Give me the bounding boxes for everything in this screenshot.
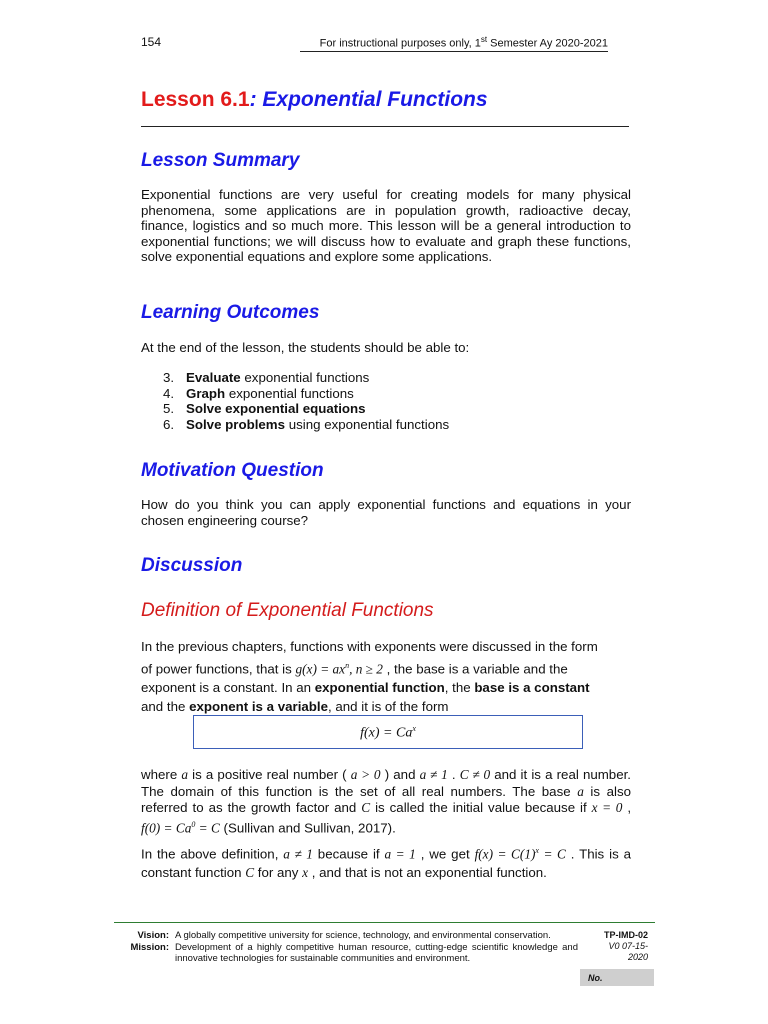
list-item: 4. Graph exponential functions: [163, 385, 354, 401]
vision-label: Vision:: [137, 930, 169, 941]
definition-explanation: where a is a positive real number ( a > 0 ) and a ≠ 1 . C ≠ 0 and it is a real number. The domain of this function is the set of all real numbers. The base a is also referred to as the growth factor and C is called the initial value because if x = 0 , $f(0) = Ca^0 = C$ (Sullivan and Sullivan, 2017).: [141, 767, 632, 835]
list-item: 5. Solve exponential equations: [163, 401, 366, 416]
title-divider: [141, 126, 629, 127]
list-item: 3. Evaluate exponential functions: [163, 370, 370, 385]
document-code: TP-IMD-02 V0 07-15- 2020: [603, 930, 648, 962]
learning-outcomes-intro: At the end of the lesson, the students should be able to:: [141, 340, 470, 355]
motivation-question-text: How do you think you can apply exponential functions and equations in your chosen engineering course?: [141, 497, 631, 528]
definition-paragraph: In the previous chapters, functions with exponents were discussed in the form of power functions, that is $g(x) = ax^n$, n ≥ 2 , the base is a variable and the exponent is a constant. In an exponential function, the base is a constant and the exponent is a variable, and it is of the form: [141, 639, 598, 715]
lesson-name: Exponential Functions: [262, 88, 488, 111]
running-head: For instructional purposes only, 1st Semester Ay 2020-2021: [300, 35, 608, 52]
page-number: 154: [141, 35, 162, 49]
lesson-number: Lesson 6.1: [141, 88, 250, 111]
vision-text: A globally competitive university for science, technology, and environmental conservation.: [175, 930, 551, 941]
mission-label: Mission:: [130, 941, 169, 953]
mission-text: Development of a highly competitive human resource, cutting-edge scientific knowledge and innovative technologies for sustainable communities and environment.: [175, 941, 578, 964]
power-function-formula: g(x) = ax: [295, 661, 346, 677]
footer-vision-mission: [118, 930, 578, 965]
discussion-heading: Discussion: [141, 555, 243, 576]
list-item: 6. Solve problems using exponential functions: [163, 416, 450, 432]
formula-box: [193, 715, 583, 749]
learning-outcomes-list: [163, 370, 449, 432]
learning-outcomes-heading: Learning Outcomes: [141, 302, 320, 323]
footer-divider: [114, 922, 655, 923]
exponential-function-formula: $f(x) = Ca^x$: [360, 724, 416, 741]
lesson-summary-heading: Lesson Summary: [141, 150, 300, 171]
number-box: No.: [580, 969, 654, 986]
lesson-summary-text: Exponential functions are very useful for creating models for many physical phenomena, some applications are in population growth, radioactive decay, finance, logistics and so much more. This lesson will be a general introduction to exponential functions; we will discuss how to evaluate and graph these functions, solve exponential equations and explore some applications.: [141, 187, 631, 264]
lesson-title: Lesson 6.1: Exponential Functions: [141, 88, 488, 111]
definition-heading: Definition of Exponential Functions: [141, 600, 434, 621]
motivation-question-heading: Motivation Question: [141, 460, 324, 481]
constant-function-note: In the above definition, a ≠ 1 because if a = 1 , we get $f(x) = C(1)^x = C$ . This is a constant function C for any x , and that is not an exponential function.: [141, 846, 631, 881]
